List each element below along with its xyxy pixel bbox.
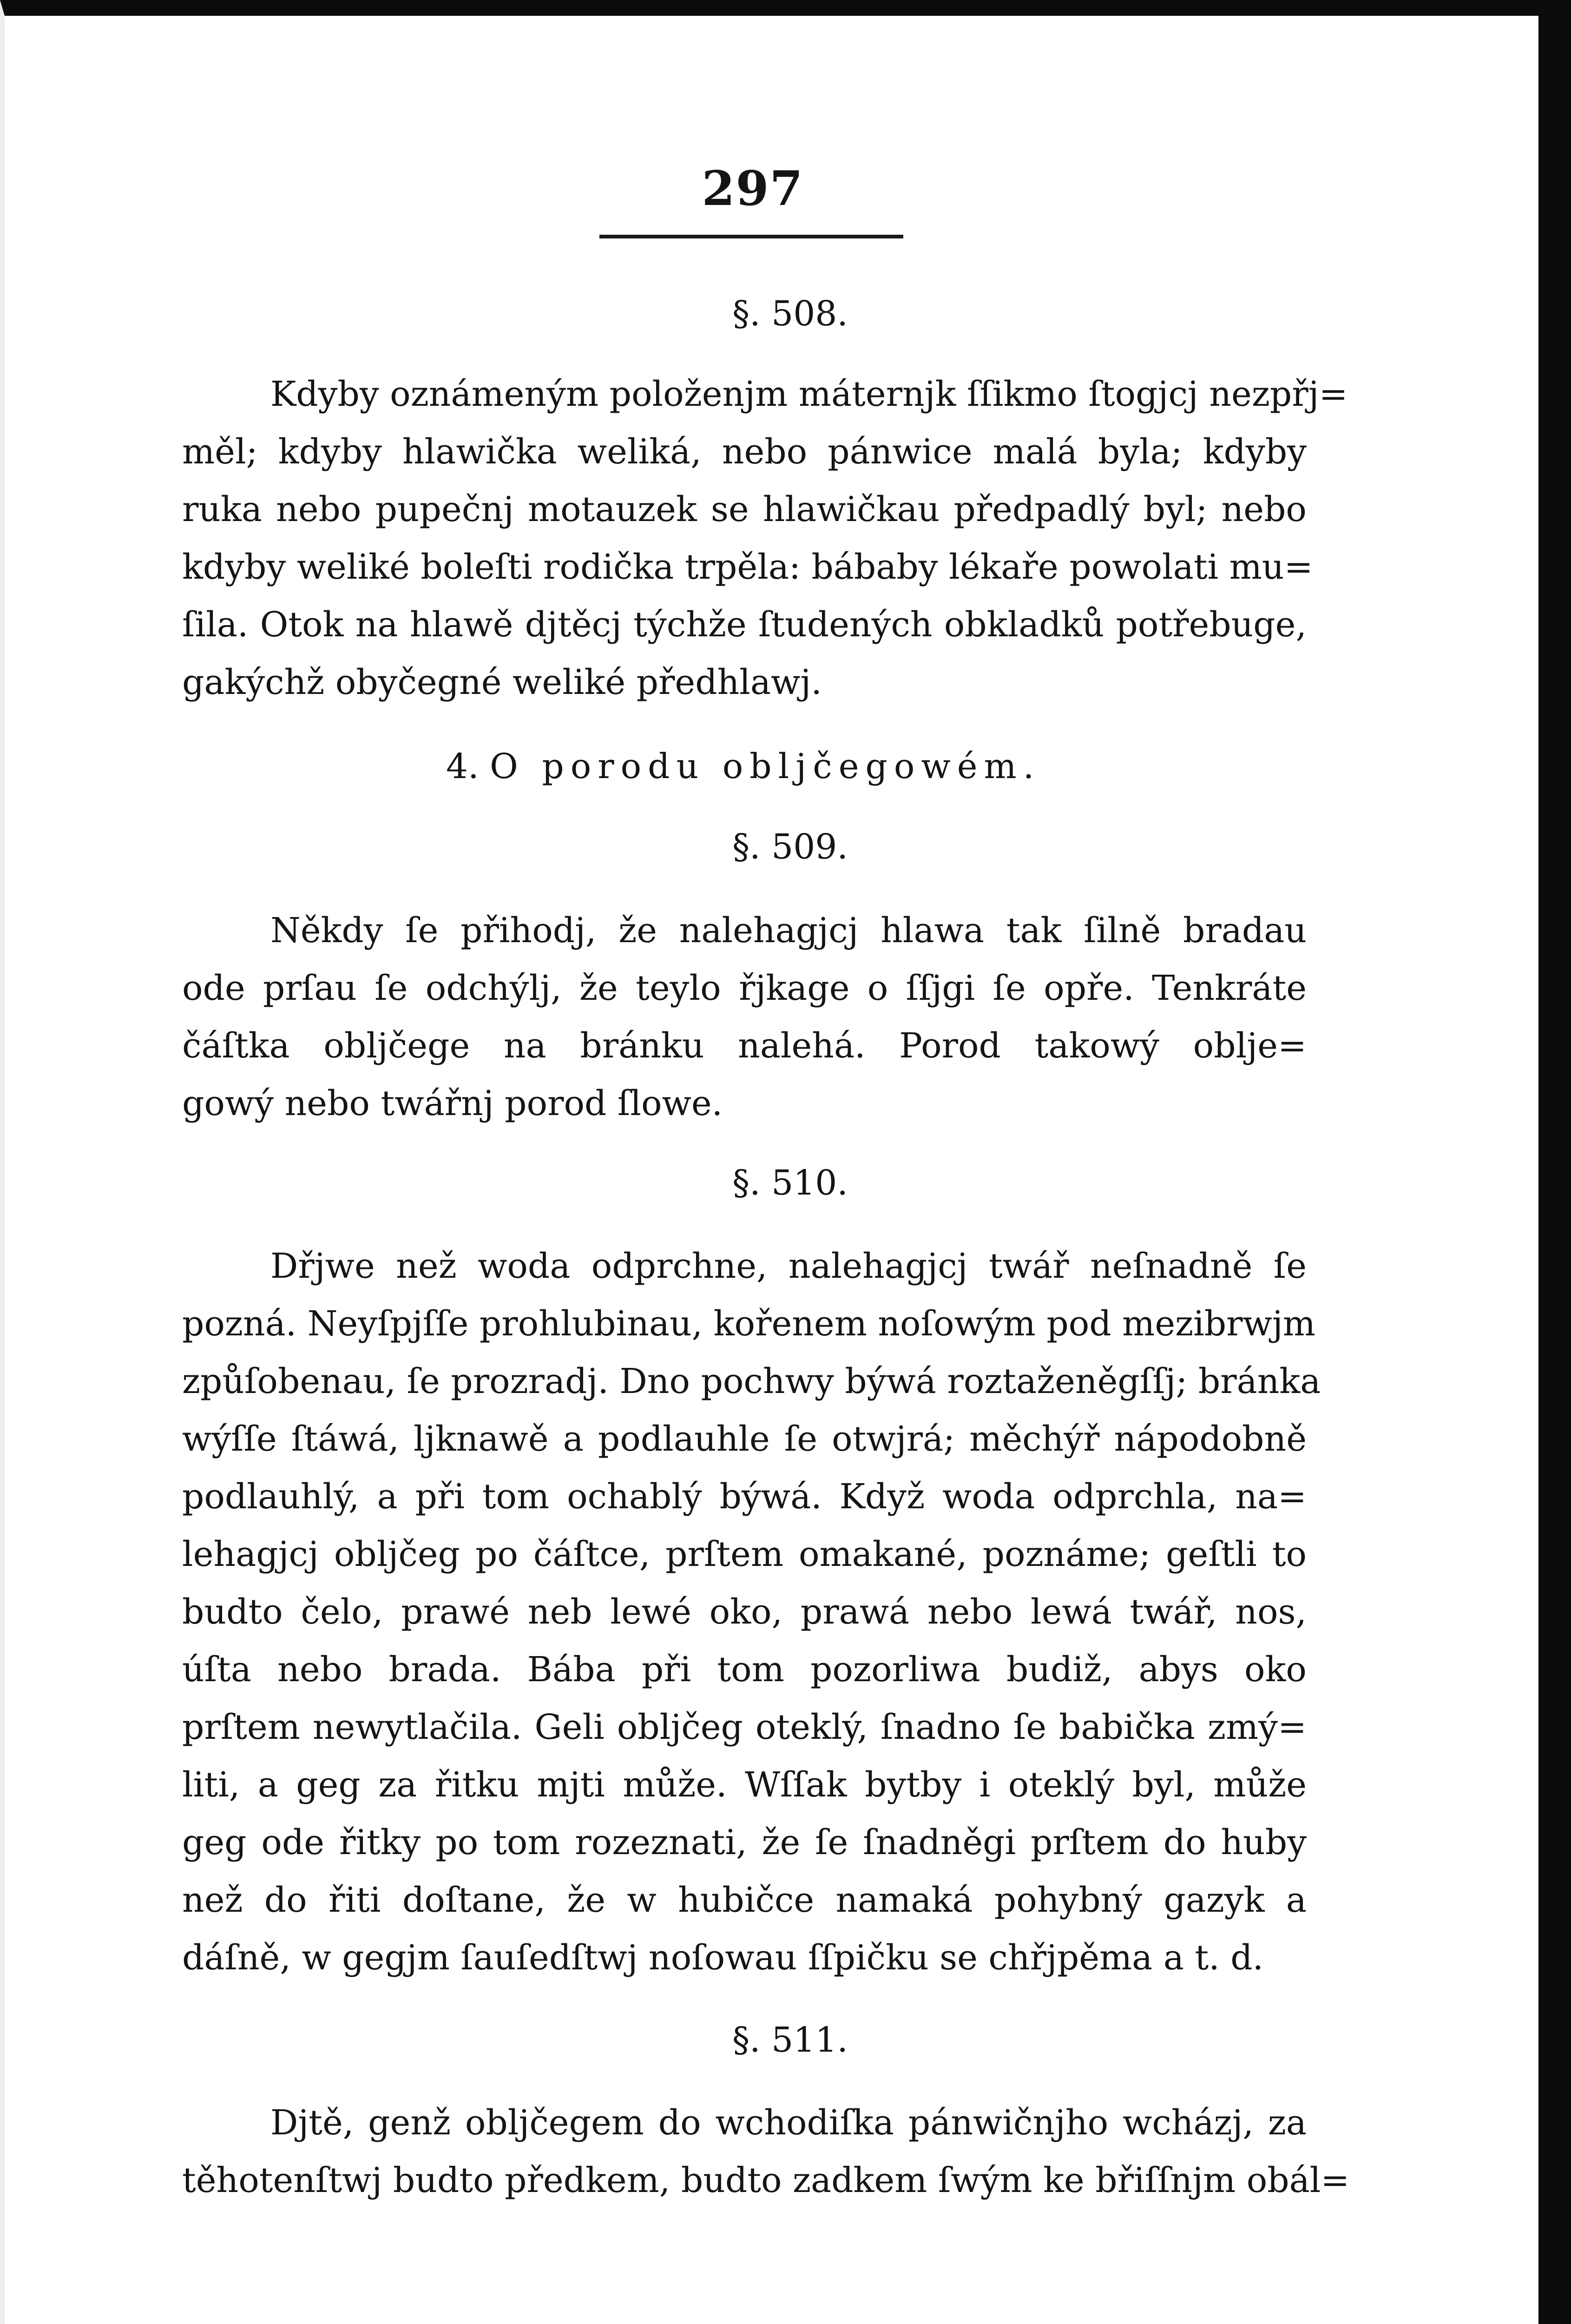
text-line: Někdy ſe přihodj, že nalehagjcj hlawa tak ſilně bradau	[270, 911, 1307, 951]
chapter-subheading	[446, 746, 1041, 786]
text-line: způſobenau, ſe prozradj. Dno pochwy býwá roztaženěgſſj; bránka	[182, 1361, 1321, 1401]
text-line: prſtem newytlačila. Geli obljčeg oteklý, ſnadno ſe babička zmý=	[182, 1707, 1307, 1747]
text-line: pozná. Neyſpjſſe prohlubinau, kořenem noſowým pod mezibrwjm	[182, 1304, 1316, 1344]
text-line: Dřjwe než woda odprchne, nalehagjcj twář neſnadně ſe	[270, 1246, 1307, 1286]
text-line: úſta nebo brada. Bába při tom pozorliwa budiž, abys oko	[182, 1650, 1307, 1690]
section-mark-510: §. 510.	[732, 1163, 848, 1203]
paragraph-510	[182, 1237, 1321, 1987]
text-line: wýſſe ſtáwá, ljknawě a podlauhle ſe otwjrá; měchýř nápodobně	[182, 1419, 1307, 1459]
text-line: lehagjcj obljčeg po čáſtce, prſtem omakané, poznáme; geſtli to	[182, 1534, 1307, 1574]
header-rule	[599, 235, 903, 238]
section-mark-508: §. 508.	[732, 294, 848, 334]
subheading-number: 4.	[446, 746, 479, 786]
text-line: těhotenſtwj budto předkem, budto zadkem ſwým ke břiſſnjm obál=	[182, 2160, 1350, 2200]
text-line: gowý nebo twářnj porod ſlowe.	[182, 1083, 723, 1123]
paragraph-511	[182, 2094, 1350, 2209]
text-line: ode prſau ſe odchýlj, že teylo řjkage o ſſjgi ſe opře. Tenkráte	[182, 968, 1307, 1008]
text-line: čáſtka obljčege na bránku nalehá. Porod takowý oblje=	[182, 1026, 1307, 1066]
text-line: Djtě, genž obljčegem do wchodiſka pánwičnjho wcházj, za	[270, 2103, 1307, 2143]
text-line: budto čelo, prawé neb lewé oko, prawá nebo lewá twář, nos,	[182, 1592, 1307, 1632]
text-line: ſila. Otok na hlawě djtěcj týchže ſtudených obkladků potřebuge,	[182, 605, 1307, 645]
text-line: podlauhlý, a při tom ochablý býwá. Když woda odprchla, na=	[182, 1477, 1307, 1517]
section-mark-509: §. 509.	[732, 827, 848, 867]
text-line: ruka nebo pupečnj motauzek se hlawičkau předpadlý byl; nebo	[182, 489, 1307, 529]
text-line: dáſně, w gegjm ſauſedſtwj noſowau ſſpičku se chřjpěma a t. d.	[182, 1938, 1264, 1978]
text-line: kdyby weliké boleſti rodička trpěla: bábaby lékaře powolati mu=	[182, 547, 1313, 587]
text-line: liti, a geg za řitku mjti může. Wſſak bytby i oteklý byl, může	[182, 1765, 1307, 1805]
page-number: 297	[702, 161, 804, 217]
text-line: měl; kdyby hlawička weliká, nebo pánwice malá byla; kdyby	[182, 432, 1307, 472]
paragraph-508	[182, 365, 1348, 711]
paragraph-509	[182, 902, 1307, 1132]
text-line: gakýchž obyčegné weliké předhlawj.	[182, 662, 822, 702]
text-line: Kdyby oznámeným položenjm máternjk ſſikmo ſtogjcj nezpřj=	[270, 374, 1348, 414]
subheading-text: O porodu obljčegowém.	[490, 746, 1041, 786]
text-line: geg ode řitky po tom rozeznati, že ſe ſnadněgi prſtem do huby	[182, 1822, 1307, 1862]
section-mark-511: §. 511.	[732, 2020, 848, 2060]
text-line: než do řiti doſtane, že w hubičce namaká pohybný gazyk a	[182, 1880, 1307, 1920]
